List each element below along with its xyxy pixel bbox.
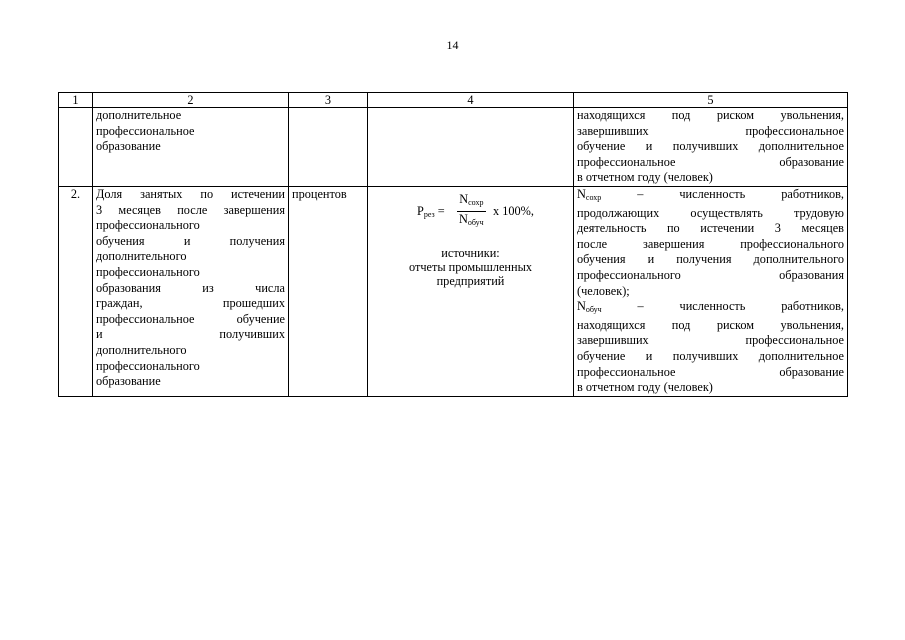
header-row xyxy=(59,93,848,108)
header-cell-3: 3 xyxy=(289,93,368,108)
description-cell xyxy=(574,186,848,396)
text-line: профессиональное обучение xyxy=(96,311,285,326)
text-line: профессионального образования xyxy=(577,267,844,282)
text-line: в отчетном году (человек) xyxy=(577,170,713,185)
text-line: образования из числа xyxy=(96,280,285,295)
text-line: дополнительного xyxy=(96,342,187,357)
method-cell xyxy=(368,186,574,396)
text-line: находящихся под риском увольнения, xyxy=(577,108,844,122)
text-line: в отчетном году (человек) xyxy=(577,380,713,395)
header-cell-4: 4 xyxy=(368,93,574,108)
text-line: обучения и получения xyxy=(96,233,285,248)
text-line: $N_{обуч}$ – численность работников, xyxy=(577,299,844,315)
sources-text xyxy=(371,246,570,288)
text-line: граждан, прошедших xyxy=(96,296,285,311)
text-line: профессиональное образование xyxy=(577,364,844,379)
row-number-cell: 2. xyxy=(59,186,93,396)
text-line: профессиональное образование xyxy=(577,154,844,169)
formula-multiplier: x 100%, xyxy=(493,203,534,218)
indicator-name-cell xyxy=(93,186,289,396)
text-line: находящихся под риском увольнения, xyxy=(577,317,844,332)
text-line: продолжающих осуществлять трудовую xyxy=(577,205,844,220)
text-line: профессионального xyxy=(96,358,200,373)
text-line: образование xyxy=(96,374,161,389)
text-line: после завершения профессионального xyxy=(577,236,844,251)
unit-cell: процентов xyxy=(289,186,368,396)
description-cell xyxy=(574,108,848,187)
method-cell xyxy=(368,108,574,187)
text-line: профессионального xyxy=(96,218,200,233)
sources-line: предприятий xyxy=(436,273,505,288)
header-cell-5: 5 xyxy=(574,93,848,108)
text-line: обучение и получивших дополнительное xyxy=(577,139,844,154)
text-line: и получивших xyxy=(96,327,285,342)
formula-denominator: $N_{обуч}$ xyxy=(459,211,484,227)
text-line: образование xyxy=(96,139,161,154)
page-number: 14 xyxy=(446,38,459,52)
sources-line: отчеты промышленных xyxy=(408,259,533,274)
text-line: профессиональное xyxy=(96,123,195,138)
header-cell-2: 2 xyxy=(93,93,289,108)
text-line: деятельность по истечении 3 месяцев xyxy=(577,221,844,236)
text-line: дополнительное xyxy=(96,108,182,122)
text-line: профессионального xyxy=(96,264,200,279)
formula-numerator: $N_{сохр}$ xyxy=(457,192,486,212)
formula-fraction xyxy=(457,192,486,230)
text-line: 3 месяцев после завершения xyxy=(96,202,285,217)
row-number-cell xyxy=(59,108,93,187)
unit-cell xyxy=(289,108,368,187)
sources-label: источники: xyxy=(441,245,500,260)
formula xyxy=(371,192,570,232)
text-line: завершивших профессиональное xyxy=(577,333,844,348)
text-line: (человек); xyxy=(577,283,630,298)
text-line: обучения и получения дополнительного xyxy=(577,252,844,267)
text-line: завершивших профессиональное xyxy=(577,123,844,138)
data-table xyxy=(58,92,848,397)
indicator-name-cell xyxy=(93,108,289,187)
table-row-2 xyxy=(59,186,848,396)
formula-result: $P_{рез}$ = xyxy=(417,203,445,219)
text-line: $N_{сохр}$ – численность работников, xyxy=(577,186,844,202)
table-row-continuation xyxy=(59,108,848,187)
header-cell-1: 1 xyxy=(59,93,93,108)
text-line: дополнительного xyxy=(96,249,187,264)
text-line: Доля занятых по истечении xyxy=(96,186,285,201)
text-line: обучение и получивших дополнительное xyxy=(577,348,844,363)
